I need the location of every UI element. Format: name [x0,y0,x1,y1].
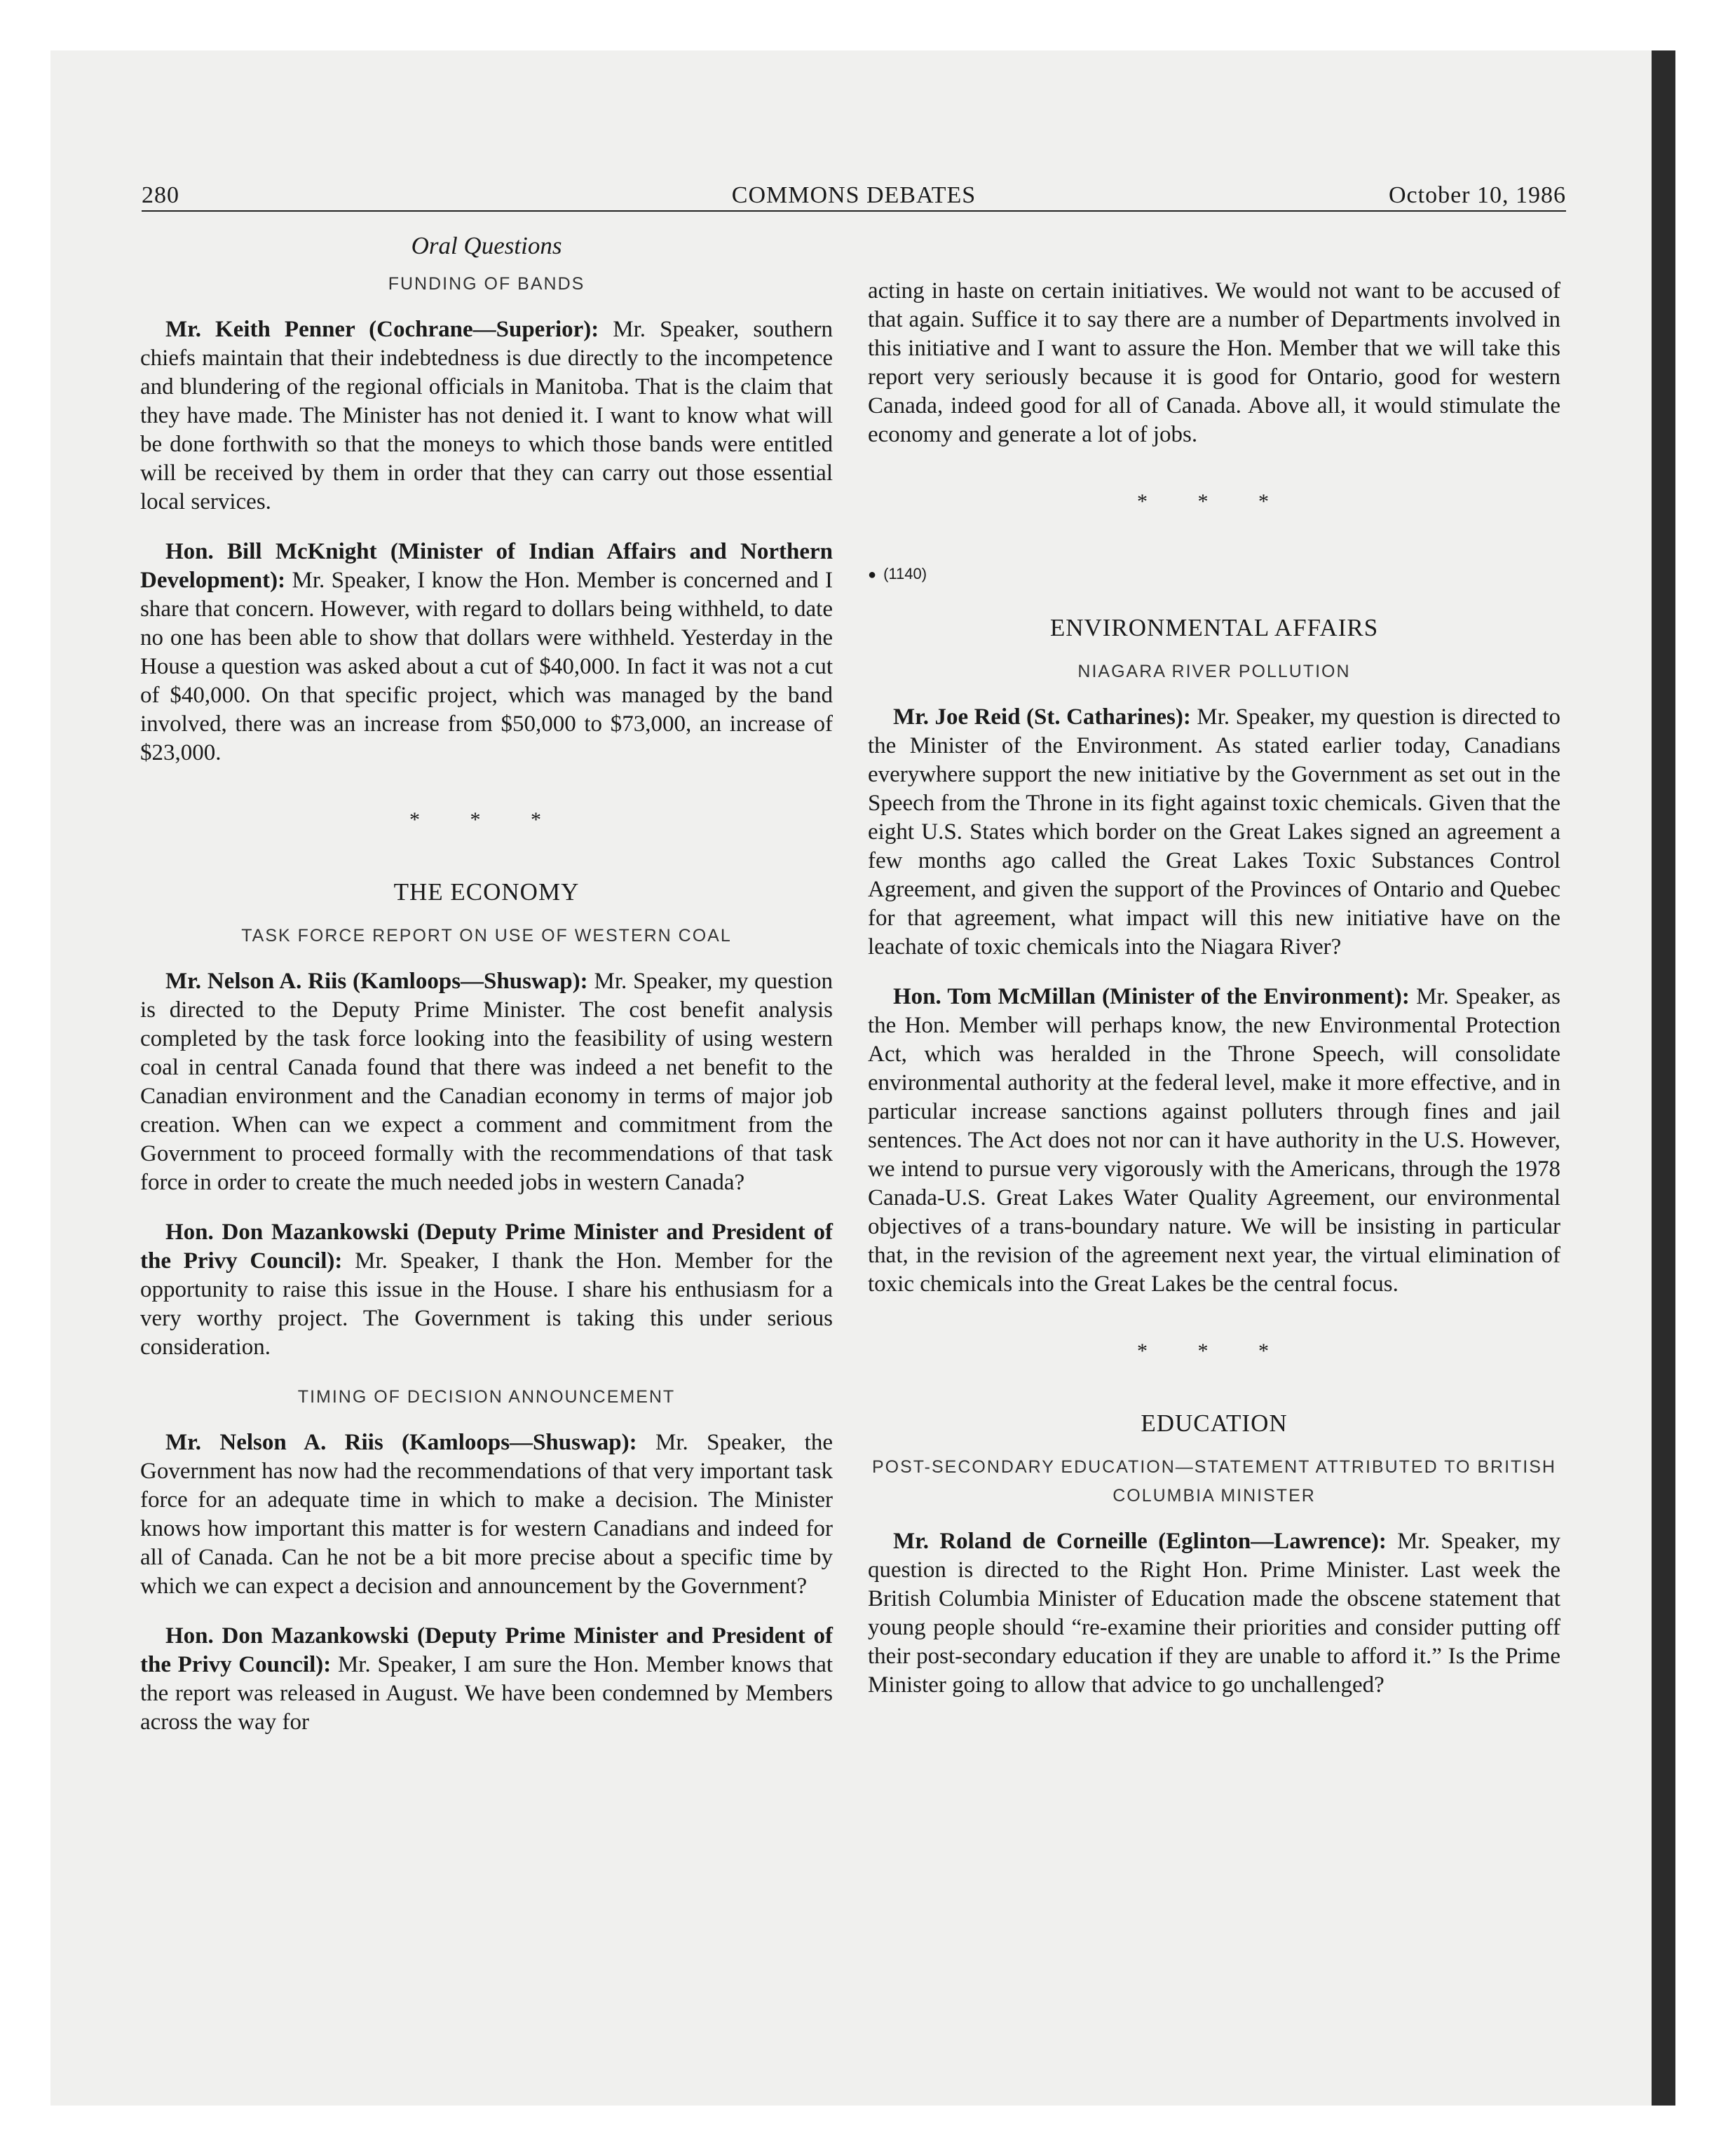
speech: Mr. Speaker, southern chiefs maintain that their indebtedness is due directly to the incompetence and blundering of the regional officials in Manitoba. That is the claim that they have made. The Minister has not denied it. I want to know what will be done forthwith so that the moneys to which those bands were entitled will be received by them in order that they can carry out those essential local services. [140,317,833,514]
paragraph [868,1527,1560,1700]
left-column [140,223,833,1758]
speaker: Hon. Tom McMillan (Minister of the Environment): [893,984,1410,1009]
subheading-niagara-river: NIAGARA RIVER POLLUTION [1077,662,1351,681]
heading-education: EDUCATION [1141,1410,1288,1437]
speech: Mr. Speaker, I thank the Hon. Member for the opportunity to raise this issue in the House. I share his enthusiasm for a very worthy project. The Government is taking this under serious consideration. [140,1248,833,1360]
time-stamp [868,559,1560,589]
page-edge-shadow [1652,50,1675,2106]
subheading-timing: TIMING OF DECISION ANNOUNCEMENT [297,1387,676,1407]
section-rubric: Oral Questions [411,232,562,259]
speech: Mr. Speaker, my question is directed to the Right Hon. Prime Minister. Last week the British Columbia Minister of Education made the obscene statement that young people should “re-examine their priorities and consider putting off their post-secondary education if they are unable to afford it.” Is the Prime Minister going to allow that advice to go unchallenged? [868,1529,1560,1698]
speaker: Mr. Keith Penner (Cochrane—Superior): [165,317,599,342]
paragraph [140,538,833,767]
speaker: Mr. Nelson A. Riis (Kamloops—Shuswap): [165,969,588,994]
section-separator: * * * [1137,490,1291,513]
paragraph [140,967,833,1197]
paragraph-continued: acting in haste on certain initiatives. We would not want to be accused of that again. Suffice it to say there are a number of Departments involved in this initiative and I want to assure the Hon. Member that we will take this report very seriously because it is good for Ontario, good for western Canada, indeed good for all of Canada. Above all, it would stimulate the economy and generate a lot of jobs. [868,278,1560,447]
paragraph [868,703,1560,962]
paragraph [140,1428,833,1601]
section-separator: * * * [1137,1339,1291,1363]
page-number: 280 [142,182,179,208]
subheading-task-force: TASK FORCE REPORT ON USE OF WESTERN COAL [241,926,732,946]
speech: Mr. Speaker, my question is directed to the Minister of the Environment. As stated earlier today, Canadians everywhere support the new initiative by the Government as set out in the Speech from the Throne in its fight against toxic chemicals. Given that the eight U.S. States which border on the Great Lakes signed an agreement a few months ago called the Great Lakes Toxic Substances Control Agreement, and given the support of the Provinces of Ontario and Quebec for that agreement, what impact will this new initiative have on the leachate of toxic chemicals into the Niagara River? [868,704,1560,960]
speech: Mr. Speaker, my question is directed to the Deputy Prime Minister. The cost benefit analysis completed by the task force looking into the feasibility of using western coal in central Canada found that there was indeed a net benefit to the Canadian environment and the Canadian economy in terms of major job creation. When can we expect a comment and commitment from the Government to proceed formally with the recommendations of that task force in order to create the much needed jobs in western Canada? [140,969,833,1195]
running-header [142,175,1566,212]
publication-title: COMMONS DEBATES [731,182,977,208]
bullet-icon: ● [868,567,877,582]
speaker: Mr. Nelson A. Riis (Kamloops—Shuswap): [165,1430,637,1455]
speech: Mr. Speaker, the Government has now had the recommendations of that very important task force for an adequate time in which to make a decision. The Minister knows how important this matter is for western Canadians and indeed for all of Canada. Can he not be a bit more precise about a specific time by which we can expect a decision and announcement by the Government? [140,1430,833,1599]
publication-date: October 10, 1986 [1388,182,1566,208]
heading-the-economy: THE ECONOMY [393,878,580,906]
paragraph [868,983,1560,1299]
speaker: Hon. Don Mazankowski (Deputy Prime Minister and President of the Privy Council): [140,1220,833,1274]
speaker: Mr. Roland de Corneille (Eglinton—Lawrence): [893,1529,1387,1554]
right-column [868,277,1560,1721]
speaker: Hon. Bill McKnight (Minister of Indian Affairs and Northern Development): [140,539,833,593]
time-stamp-value: (1140) [883,565,927,582]
speech: Mr. Speaker, as the Hon. Member will perhaps know, the new Environmental Protection Act, which was heralded in the Throne Speech, will consolidate environmental authority at the federal level, make it more effective, and in particular increase sanctions against polluters through fines and jail sentences. The Act does not nor can it have authority in the U.S. However, we intend to pursue very vigorously with the Americans, through the 1978 Canada-U.S. Great Lakes Water Quality Agreement, our environmental objectives of a trans-boundary nature. We will be insisting in particular that, in the revision of the agreement next year, the virtual elimination of toxic chemicals into the Great Lakes be the central focus. [868,984,1560,1297]
paragraph [140,1218,833,1362]
speaker: Hon. Don Mazankowski (Deputy Prime Minister and President of the Privy Council): [140,1623,833,1677]
speech: Mr. Speaker, I am sure the Hon. Member knows that the report was released in August. We have been condemned by Members across the way for [140,1652,834,1735]
paragraph [140,1622,833,1737]
speaker: Mr. Joe Reid (St. Catharines): [893,704,1191,730]
subheading-funding-of-bands: FUNDING OF BANDS [388,274,585,294]
subheading-post-secondary: POST-SECONDARY EDUCATION—STATEMENT ATTRIBUTED TO BRITISH COLUMBIA MINISTER [871,1457,1556,1506]
section-separator: * * * [409,808,564,831]
heading-environmental-affairs: ENVIRONMENTAL AFFAIRS [1049,614,1379,641]
paragraph [140,315,833,517]
speech: Mr. Speaker, I know the Hon. Member is concerned and I share that concern. However, with regard to dollars being withheld, to date no one has been able to show that dollars were withheld. Yesterday in the House a question was asked about a cut of $40,000. In fact it was not a cut of $40,000. On that specific project, which was managed by the band involved, there was an increase from $50,000 to $73,000, an increase of $23,000. [140,568,833,765]
